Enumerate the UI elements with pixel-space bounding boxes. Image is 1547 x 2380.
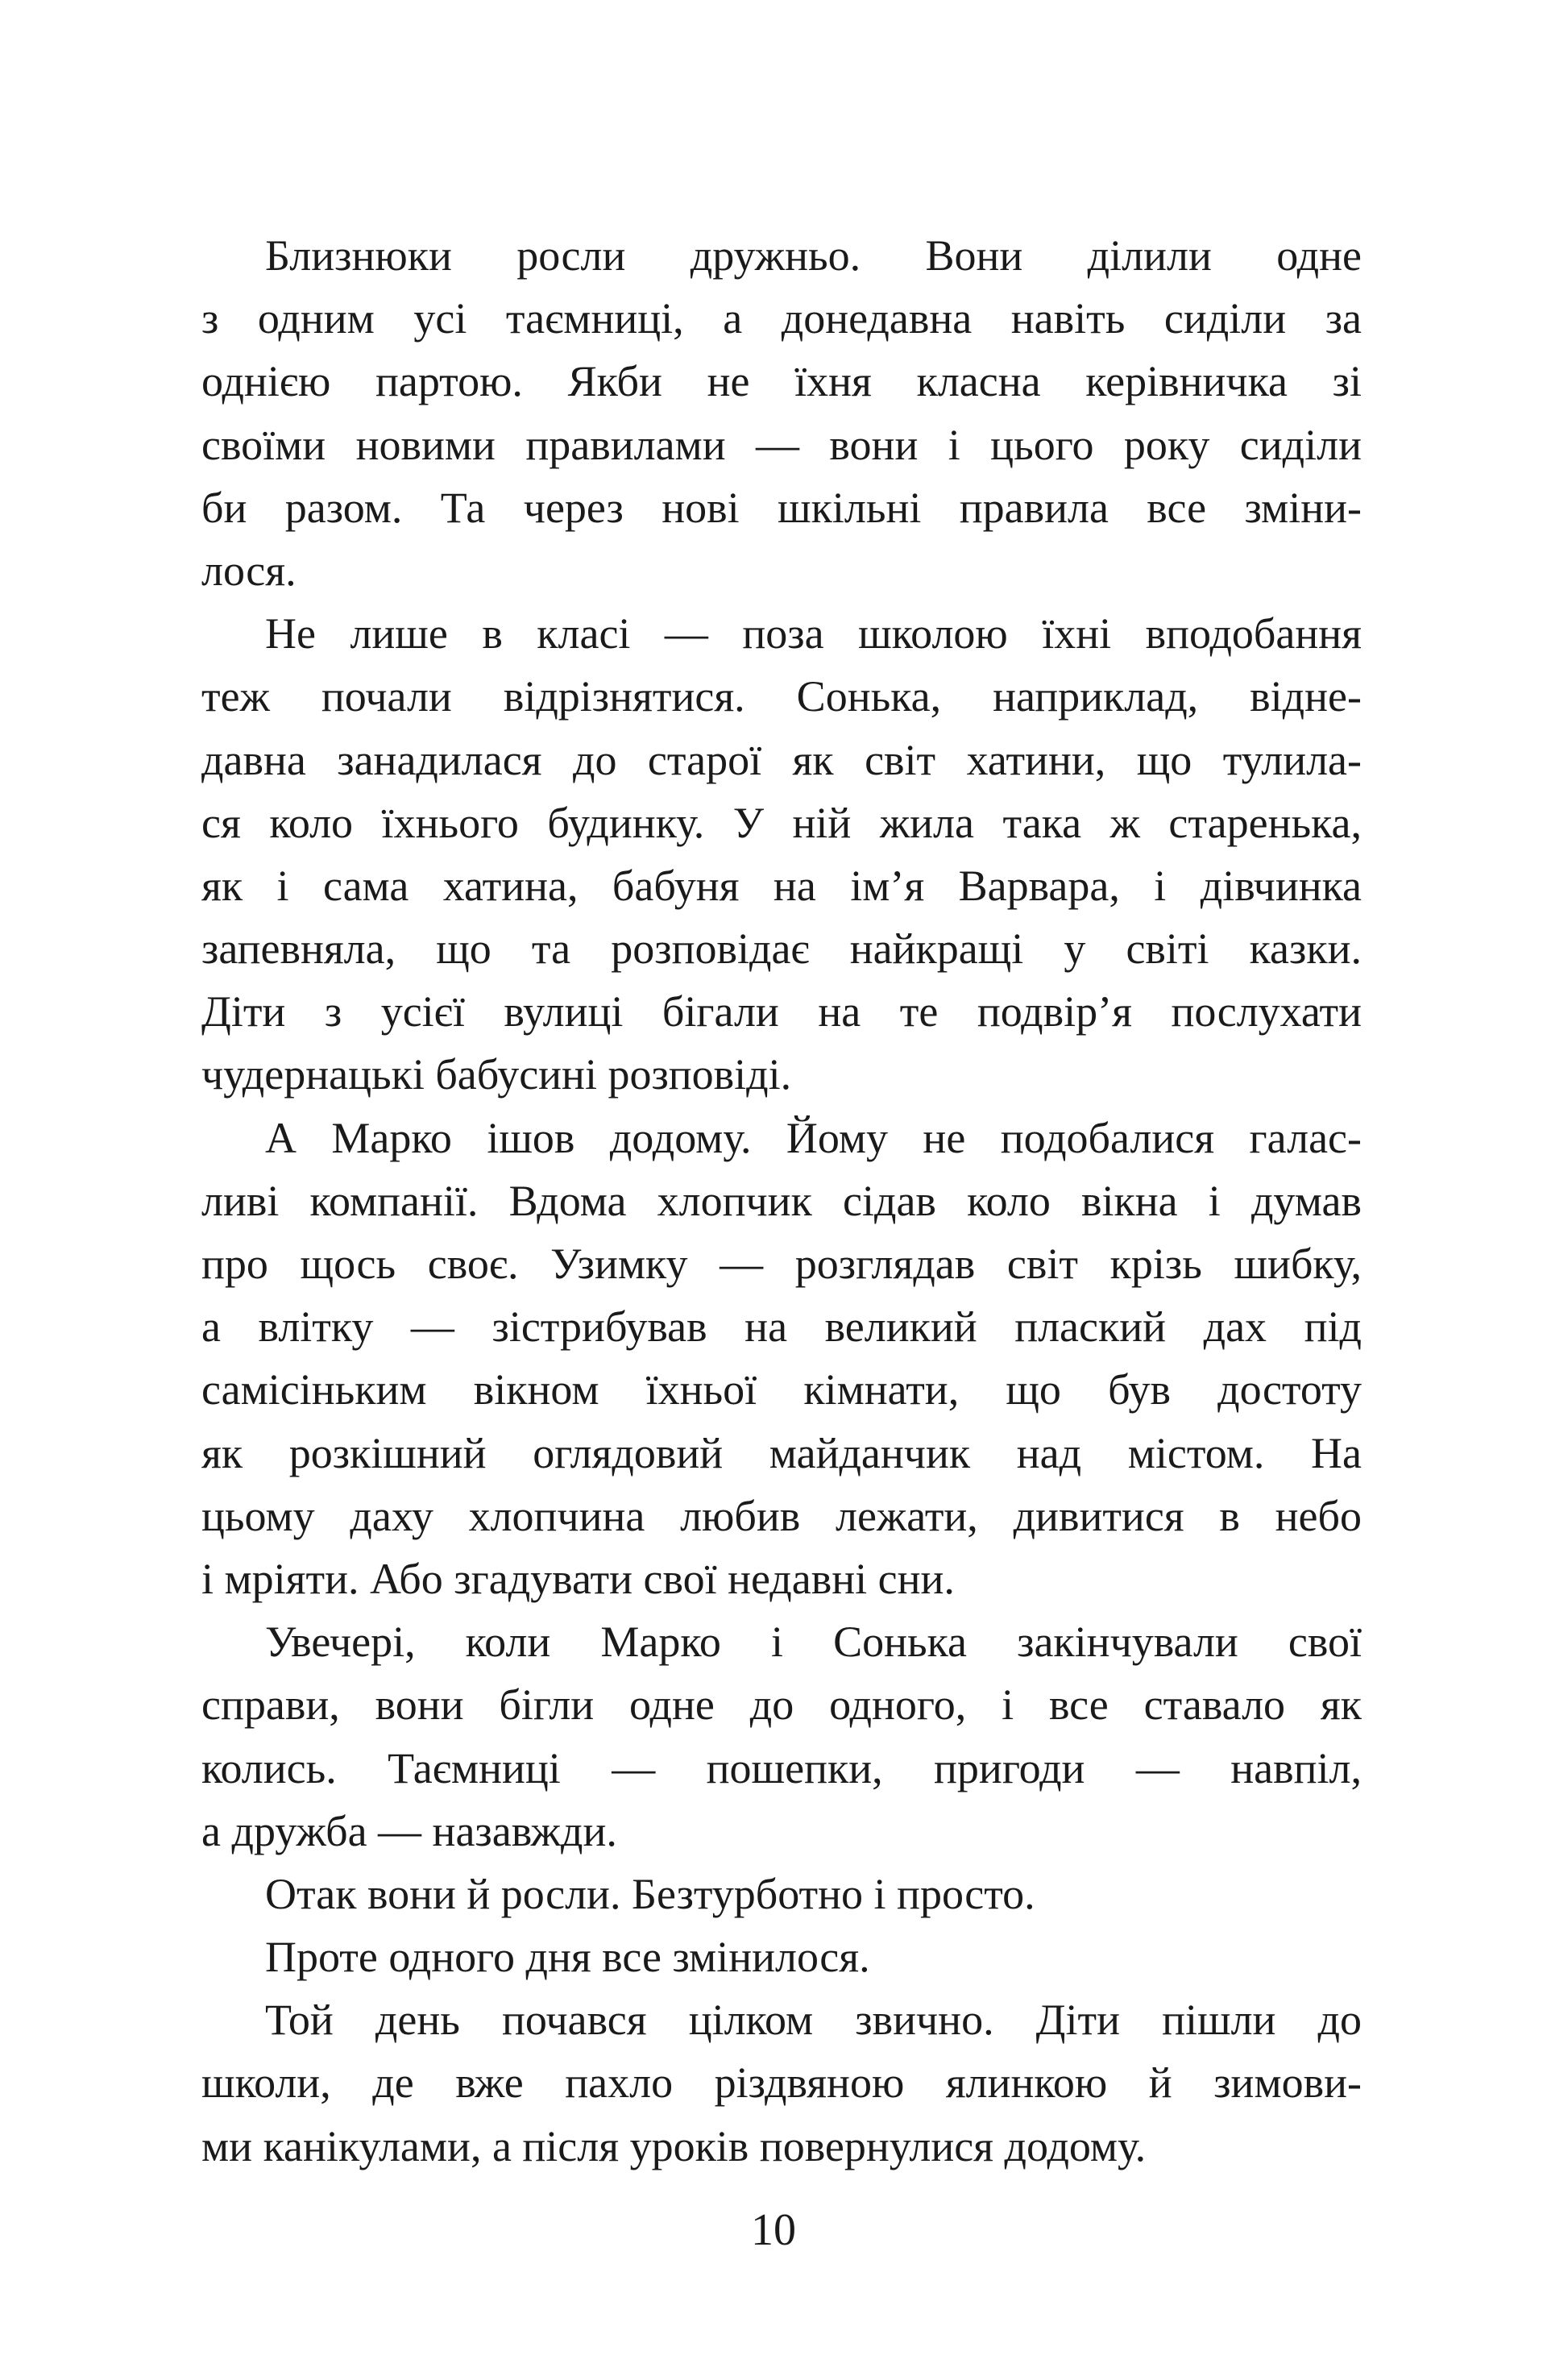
text-line: Отак вони й росли. Безтурботно і просто. <box>265 1869 1035 1918</box>
text-line: лося. <box>201 546 297 595</box>
text-line: Близнюки росли дружньо. Вони ділили одне <box>265 231 1362 280</box>
text-line: з одним усі таємниці, а донедавна навіть сиділи за <box>201 294 1362 343</box>
text-line: однією партою. Якби не їхня класна керівничка зі <box>201 357 1362 406</box>
text-line: як розкішний оглядовий майданчик над містом. На <box>201 1428 1362 1477</box>
text-line: а влітку — зістрибував на великий плаский дах під <box>201 1302 1362 1352</box>
text-line: цьому даху хлопчина любив лежати, дивитися в небо <box>201 1491 1362 1540</box>
paragraph <box>201 1107 1362 1611</box>
text-line: теж почали відрізнятися. Сонька, наприклад, відне- <box>201 672 1362 721</box>
text-line: а дружба — назавжди. <box>201 1806 617 1855</box>
text-line: А Марко ішов додому. Йому не подобалися галас- <box>265 1113 1362 1162</box>
page-body-text <box>201 224 1362 2178</box>
paragraph <box>201 1610 1362 1863</box>
text-line: про щось своє. Узимку — розглядав світ крізь шибку, <box>201 1240 1362 1288</box>
text-line: Не лише в класі — поза школою їхні вподобання <box>265 609 1362 658</box>
text-line: школи, де вже пахло різдвяною ялинкою й зимови- <box>201 2058 1362 2108</box>
page-number: 10 <box>751 2205 796 2255</box>
text-line: своїми новими правилами — вони і цього року сиділи <box>201 420 1362 469</box>
text-line: Проте одного дня все змінилося. <box>265 1933 870 1982</box>
text-line: Той день почався цілком звично. Діти пішли до <box>265 1996 1362 2045</box>
paragraph <box>201 224 1362 602</box>
text-line: ми канікулами, а після уроків повернулися додому. <box>201 2121 1147 2170</box>
text-line: і мріяти. Або згадувати свої недавні сни. <box>201 1554 955 1603</box>
text-line: запевняла, що та розповідає найкращі у світі казки. <box>201 924 1362 974</box>
text-line: справи, вони бігли одне до одного, і все ставало як <box>201 1680 1362 1730</box>
text-line: як і сама хатина, бабуня на ім’я Варвара, і дівчинка <box>201 861 1362 910</box>
text-line: чудернацькі бабусині розповіді. <box>201 1050 792 1099</box>
text-line: ся коло їхнього будинку. У ній жила така ж старенька, <box>201 798 1362 847</box>
paragraph <box>201 1988 1362 2178</box>
paragraph <box>201 602 1362 1107</box>
text-line: Увечері, коли Марко і Сонька закінчували свої <box>265 1618 1362 1667</box>
text-line: ливі компанії. Вдома хлопчик сідав коло вікна і думав <box>201 1176 1362 1225</box>
text-line: Діти з усієї вулиці бігали на те подвір’я послухати <box>201 987 1362 1036</box>
text-line: самісіньким вікном їхньої кімнати, що був достоту <box>201 1365 1362 1414</box>
text-line: колись. Таємниці — пошепки, пригоди — навпіл, <box>201 1743 1362 1792</box>
text-line: би разом. Та через нові шкільні правила все зміни- <box>201 483 1362 532</box>
paragraph <box>201 1925 1362 1988</box>
text-line: давна занадилася до старої як світ хатини, що тулила- <box>201 735 1362 784</box>
paragraph <box>201 1863 1362 1925</box>
